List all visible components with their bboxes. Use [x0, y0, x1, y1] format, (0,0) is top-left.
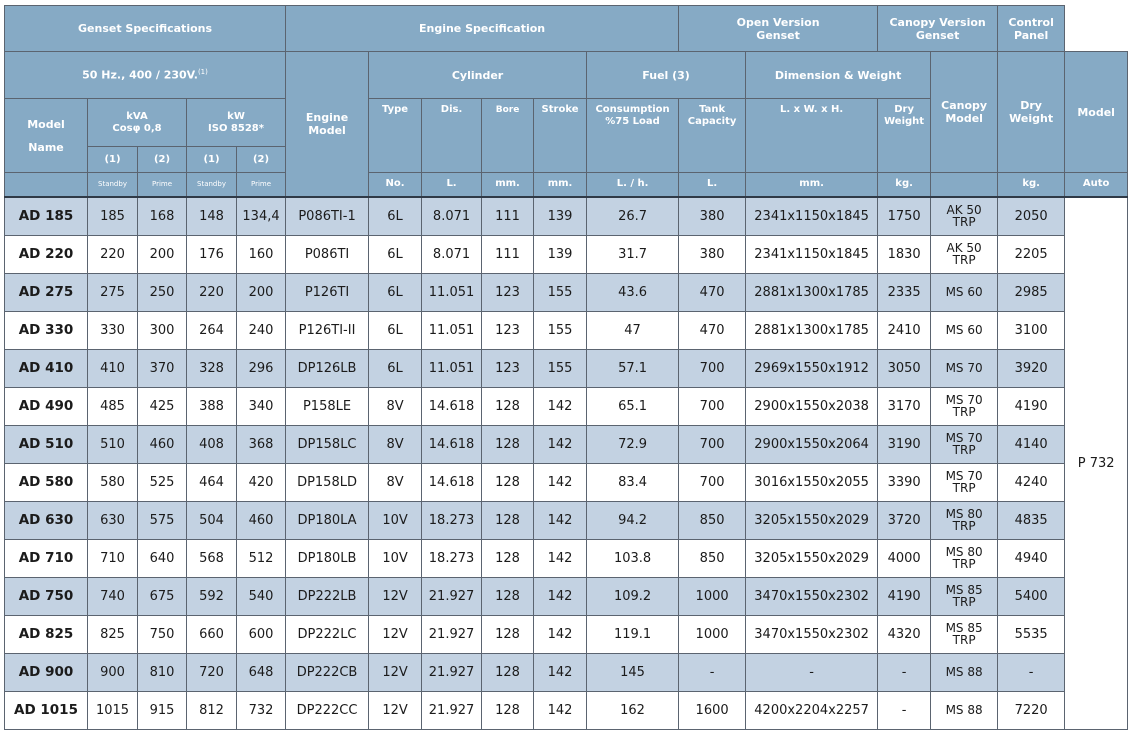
cell-stroke: 155: [534, 349, 587, 387]
cell-dimensions: 2341x1150x1845: [746, 235, 878, 273]
header-unit-no: No.: [369, 173, 422, 197]
cell-displacement: 8.071: [422, 197, 482, 236]
cell-kw-prime: 648: [237, 653, 286, 691]
header-unit-mm-dim: mm.: [746, 173, 878, 197]
cell-cylinder-type: 8V: [369, 387, 422, 425]
cell-displacement: 11.051: [422, 273, 482, 311]
cell-canopy-model: MS 80 TRP: [931, 501, 998, 539]
cell-dry-weight: 1750: [878, 197, 931, 236]
cell-fuel-consumption: 145: [587, 653, 679, 691]
cell-bore: 123: [482, 311, 534, 349]
cell-kva-prime: 250: [138, 273, 187, 311]
cell-dry-weight: 4320: [878, 615, 931, 653]
cell-kw-prime: 600: [237, 615, 286, 653]
cell-kw-prime: 340: [237, 387, 286, 425]
header-consumption: Consumption %75 Load: [587, 99, 679, 173]
header-panel-model: Model: [1065, 52, 1128, 173]
cell-cylinder-type: 12V: [369, 577, 422, 615]
cell-kw-prime: 240: [237, 311, 286, 349]
genset-spec-table: [4, 5, 1128, 730]
table-row: [5, 653, 1128, 691]
cell-cylinder-type: 8V: [369, 425, 422, 463]
cell-kw-standby: 408: [187, 425, 237, 463]
cell-model-name: AD 710: [5, 539, 88, 577]
frequency-voltage-text: 50 Hz., 400 / 230V.: [82, 68, 198, 82]
cell-kva-prime: 810: [138, 653, 187, 691]
header-bore: Bore: [482, 99, 534, 173]
cell-tank-capacity: 380: [679, 235, 746, 273]
cell-stroke: 155: [534, 311, 587, 349]
cell-canopy-model: MS 88: [931, 653, 998, 691]
header-standby-b: Standby: [187, 173, 237, 197]
table-row: [5, 463, 1128, 501]
cell-canopy-weight: 4140: [998, 425, 1065, 463]
cell-kw-standby: 660: [187, 615, 237, 653]
header-control-panel: Control Panel: [998, 6, 1065, 52]
table-row: [5, 197, 1128, 236]
cell-canopy-weight: 2050: [998, 197, 1065, 236]
cell-kw-standby: 504: [187, 501, 237, 539]
table-row: [5, 691, 1128, 729]
cell-fuel-consumption: 83.4: [587, 463, 679, 501]
cell-displacement: 21.927: [422, 615, 482, 653]
cell-bore: 123: [482, 273, 534, 311]
cell-bore: 128: [482, 425, 534, 463]
cell-bore: 128: [482, 653, 534, 691]
cell-tank-capacity: 700: [679, 425, 746, 463]
header-unit-lh: L. / h.: [587, 173, 679, 197]
cell-model-name: AD 330: [5, 311, 88, 349]
cell-bore: 111: [482, 235, 534, 273]
cell-kva-standby: 220: [88, 235, 138, 273]
cell-kw-standby: 328: [187, 349, 237, 387]
frequency-footnote: (1): [197, 68, 208, 77]
cell-kva-standby: 900: [88, 653, 138, 691]
cell-engine-model: P158LE: [286, 387, 369, 425]
table-row: [5, 273, 1128, 311]
cell-canopy-model: MS 80 TRP: [931, 539, 998, 577]
cell-engine-model: DP222LC: [286, 615, 369, 653]
cell-dimensions: 3016x1550x2055: [746, 463, 878, 501]
cell-canopy-model: MS 60: [931, 311, 998, 349]
cell-stroke: 142: [534, 425, 587, 463]
cell-kva-standby: 275: [88, 273, 138, 311]
cell-tank-capacity: 850: [679, 501, 746, 539]
cell-kva-prime: 640: [138, 539, 187, 577]
cell-engine-model: P126TI-II: [286, 311, 369, 349]
header-unit-kg-canopy: kg.: [998, 173, 1065, 197]
header-stroke: Stroke: [534, 99, 587, 173]
cell-canopy-weight: 5400: [998, 577, 1065, 615]
cell-engine-model: P086TI: [286, 235, 369, 273]
cell-engine-model: DP222CC: [286, 691, 369, 729]
cell-bore: 128: [482, 501, 534, 539]
table-row: [5, 577, 1128, 615]
cell-stroke: 142: [534, 501, 587, 539]
cell-stroke: 142: [534, 387, 587, 425]
cell-kw-standby: 148: [187, 197, 237, 236]
cell-canopy-weight: 3920: [998, 349, 1065, 387]
cell-model-name: AD 825: [5, 615, 88, 653]
cell-engine-model: P086TI-1: [286, 197, 369, 236]
header-name: Name: [28, 140, 64, 154]
header-tank-capacity: Tank Capacity: [679, 99, 746, 173]
cell-kw-standby: 264: [187, 311, 237, 349]
header-dis: Dis.: [422, 99, 482, 173]
cell-kva-prime: 168: [138, 197, 187, 236]
cell-bore: 128: [482, 615, 534, 653]
cell-stroke: 142: [534, 463, 587, 501]
cell-dimensions: 3205x1550x2029: [746, 539, 878, 577]
cell-dry-weight: 3050: [878, 349, 931, 387]
cell-kva-standby: 410: [88, 349, 138, 387]
cell-tank-capacity: 470: [679, 273, 746, 311]
cell-dry-weight: -: [878, 653, 931, 691]
cell-kw-standby: 568: [187, 539, 237, 577]
cell-model-name: AD 490: [5, 387, 88, 425]
header-model: Model: [27, 117, 65, 131]
cell-tank-capacity: 700: [679, 463, 746, 501]
cell-kw-standby: 720: [187, 653, 237, 691]
cell-kw-standby: 220: [187, 273, 237, 311]
cell-stroke: 142: [534, 539, 587, 577]
cell-canopy-weight: 4190: [998, 387, 1065, 425]
header-unit-tank-l: L.: [679, 173, 746, 197]
cell-dry-weight: 3190: [878, 425, 931, 463]
header-model-name: [5, 99, 88, 173]
cell-canopy-model: MS 70 TRP: [931, 387, 998, 425]
cell-dimensions: 2881x1300x1785: [746, 311, 878, 349]
cell-stroke: 155: [534, 273, 587, 311]
cell-canopy-model: AK 50 TRP: [931, 197, 998, 236]
cell-displacement: 18.273: [422, 501, 482, 539]
cell-bore: 128: [482, 691, 534, 729]
cell-fuel-consumption: 43.6: [587, 273, 679, 311]
cell-fuel-consumption: 103.8: [587, 539, 679, 577]
cell-tank-capacity: 1000: [679, 615, 746, 653]
cell-model-name: AD 1015: [5, 691, 88, 729]
cell-dry-weight: 3390: [878, 463, 931, 501]
cell-model-name: AD 900: [5, 653, 88, 691]
table-row: [5, 501, 1128, 539]
cell-dimensions: 3470x1550x2302: [746, 577, 878, 615]
header-frequency-voltage: [5, 52, 286, 99]
cell-canopy-weight: 4940: [998, 539, 1065, 577]
cell-dimensions: 2969x1550x1912: [746, 349, 878, 387]
cell-tank-capacity: -: [679, 653, 746, 691]
cell-kw-standby: 592: [187, 577, 237, 615]
cell-displacement: 18.273: [422, 539, 482, 577]
cell-model-name: AD 510: [5, 425, 88, 463]
cell-kva-standby: 485: [88, 387, 138, 425]
cell-canopy-model: MS 85 TRP: [931, 615, 998, 653]
cell-bore: 128: [482, 463, 534, 501]
cell-kw-standby: 388: [187, 387, 237, 425]
cell-kva-prime: 675: [138, 577, 187, 615]
header-standby-a: Standby: [88, 173, 138, 197]
cell-cylinder-type: 8V: [369, 463, 422, 501]
cell-cylinder-type: 10V: [369, 501, 422, 539]
cell-kva-standby: 1015: [88, 691, 138, 729]
cell-engine-model: DP126LB: [286, 349, 369, 387]
cell-dimensions: 3470x1550x2302: [746, 615, 878, 653]
cell-stroke: 142: [534, 691, 587, 729]
cell-bore: 128: [482, 577, 534, 615]
header-unit-mm-bore: mm.: [482, 173, 534, 197]
header-canopy-dry-weight: Dry Weight: [998, 52, 1065, 173]
cell-displacement: 14.618: [422, 425, 482, 463]
cell-kw-prime: 134,4: [237, 197, 286, 236]
cell-tank-capacity: 380: [679, 197, 746, 236]
cell-fuel-consumption: 26.7: [587, 197, 679, 236]
cell-kw-standby: 176: [187, 235, 237, 273]
cell-canopy-model: MS 60: [931, 273, 998, 311]
cell-kva-standby: 185: [88, 197, 138, 236]
header-dry-weight: Dry Weight: [878, 99, 931, 173]
header-col-2b: (2): [237, 147, 286, 173]
cell-canopy-model: MS 70: [931, 349, 998, 387]
cell-dry-weight: 3720: [878, 501, 931, 539]
table-row: [5, 349, 1128, 387]
header-col-1a: (1): [88, 147, 138, 173]
cell-bore: 123: [482, 349, 534, 387]
cell-engine-model: DP158LD: [286, 463, 369, 501]
cell-dimensions: 4200x2204x2257: [746, 691, 878, 729]
cell-stroke: 142: [534, 653, 587, 691]
cell-cylinder-type: 6L: [369, 311, 422, 349]
cell-tank-capacity: 1000: [679, 577, 746, 615]
cell-cylinder-type: 6L: [369, 235, 422, 273]
header-unit-mm-stroke: mm.: [534, 173, 587, 197]
cell-fuel-consumption: 94.2: [587, 501, 679, 539]
header-engine-model: Engine Model: [286, 52, 369, 197]
cell-cylinder-type: 12V: [369, 653, 422, 691]
cell-kva-prime: 425: [138, 387, 187, 425]
header-kw-label: kW: [227, 110, 245, 122]
cell-kva-standby: 825: [88, 615, 138, 653]
cell-model-name: AD 630: [5, 501, 88, 539]
cell-control-panel-model: P 732: [1065, 197, 1128, 730]
cell-kw-prime: 368: [237, 425, 286, 463]
cell-model-name: AD 410: [5, 349, 88, 387]
cell-kva-prime: 525: [138, 463, 187, 501]
cell-kw-standby: 812: [187, 691, 237, 729]
cell-kw-prime: 160: [237, 235, 286, 273]
header-cos: Cosφ 0,8: [112, 122, 162, 134]
table-row: [5, 615, 1128, 653]
cell-dry-weight: 2335: [878, 273, 931, 311]
cell-dimensions: 2881x1300x1785: [746, 273, 878, 311]
header-dimension-weight: Dimension & Weight: [746, 52, 931, 99]
cell-engine-model: DP222CB: [286, 653, 369, 691]
cell-engine-model: DP180LA: [286, 501, 369, 539]
cell-kw-prime: 460: [237, 501, 286, 539]
cell-canopy-model: MS 85 TRP: [931, 577, 998, 615]
cell-kva-prime: 370: [138, 349, 187, 387]
cell-canopy-weight: 5535: [998, 615, 1065, 653]
cell-model-name: AD 750: [5, 577, 88, 615]
header-engine-specification: Engine Specification: [286, 6, 679, 52]
cell-kva-prime: 300: [138, 311, 187, 349]
header-kva: [88, 99, 187, 147]
header-type: Type: [369, 99, 422, 173]
cell-stroke: 139: [534, 235, 587, 273]
cell-canopy-weight: 3100: [998, 311, 1065, 349]
cell-dry-weight: 4190: [878, 577, 931, 615]
cell-dimensions: 3205x1550x2029: [746, 501, 878, 539]
table-row: [5, 425, 1128, 463]
cell-kw-prime: 540: [237, 577, 286, 615]
table-row: [5, 235, 1128, 273]
header-fuel: Fuel (3): [587, 52, 746, 99]
cell-canopy-weight: 2205: [998, 235, 1065, 273]
cell-tank-capacity: 470: [679, 311, 746, 349]
header-open-version: Open Version Genset: [679, 6, 878, 52]
cell-model-name: AD 220: [5, 235, 88, 273]
cell-fuel-consumption: 57.1: [587, 349, 679, 387]
header-canopy-model-spacer: [931, 173, 998, 197]
cell-kw-standby: 464: [187, 463, 237, 501]
cell-dry-weight: -: [878, 691, 931, 729]
cell-dry-weight: 4000: [878, 539, 931, 577]
table-row: [5, 311, 1128, 349]
header-prime-a: Prime: [138, 173, 187, 197]
cell-kva-standby: 330: [88, 311, 138, 349]
cell-dry-weight: 2410: [878, 311, 931, 349]
cell-dimensions: 2900x1550x2064: [746, 425, 878, 463]
header-genset-specifications: Genset Specifications: [5, 6, 286, 52]
cell-kva-standby: 580: [88, 463, 138, 501]
cell-canopy-model: AK 50 TRP: [931, 235, 998, 273]
cell-dry-weight: 3170: [878, 387, 931, 425]
cell-kva-standby: 740: [88, 577, 138, 615]
cell-fuel-consumption: 119.1: [587, 615, 679, 653]
cell-kw-prime: 296: [237, 349, 286, 387]
cell-engine-model: DP158LC: [286, 425, 369, 463]
cell-stroke: 142: [534, 615, 587, 653]
cell-cylinder-type: 12V: [369, 691, 422, 729]
cell-displacement: 11.051: [422, 349, 482, 387]
header-kw: [187, 99, 286, 147]
cell-dimensions: 2341x1150x1845: [746, 197, 878, 236]
cell-tank-capacity: 1600: [679, 691, 746, 729]
cell-cylinder-type: 6L: [369, 273, 422, 311]
cell-kva-prime: 915: [138, 691, 187, 729]
header-col-1b: (1): [187, 147, 237, 173]
header-iso: ISO 8528*: [208, 122, 264, 134]
cell-bore: 111: [482, 197, 534, 236]
cell-canopy-model: MS 88: [931, 691, 998, 729]
cell-kva-standby: 710: [88, 539, 138, 577]
cell-bore: 128: [482, 539, 534, 577]
cell-tank-capacity: 700: [679, 387, 746, 425]
header-unit-l: L.: [422, 173, 482, 197]
cell-cylinder-type: 12V: [369, 615, 422, 653]
cell-dry-weight: 1830: [878, 235, 931, 273]
cell-fuel-consumption: 72.9: [587, 425, 679, 463]
cell-kva-prime: 200: [138, 235, 187, 273]
cell-kw-prime: 200: [237, 273, 286, 311]
cell-dimensions: 2900x1550x2038: [746, 387, 878, 425]
header-lwh: L. x W. x H.: [746, 99, 878, 173]
header-cylinder: Cylinder: [369, 52, 587, 99]
cell-kva-standby: 630: [88, 501, 138, 539]
header-kva-label: kVA: [126, 110, 148, 122]
cell-kva-standby: 510: [88, 425, 138, 463]
cell-cylinder-type: 6L: [369, 349, 422, 387]
cell-fuel-consumption: 109.2: [587, 577, 679, 615]
table-row: [5, 387, 1128, 425]
cell-kw-prime: 420: [237, 463, 286, 501]
cell-kva-prime: 575: [138, 501, 187, 539]
cell-canopy-weight: 2985: [998, 273, 1065, 311]
cell-displacement: 21.927: [422, 653, 482, 691]
cell-canopy-weight: -: [998, 653, 1065, 691]
cell-model-name: AD 185: [5, 197, 88, 236]
cell-displacement: 21.927: [422, 691, 482, 729]
cell-kw-prime: 732: [237, 691, 286, 729]
table-row: [5, 539, 1128, 577]
header-canopy-version: Canopy Version Genset: [878, 6, 998, 52]
cell-displacement: 14.618: [422, 387, 482, 425]
cell-canopy-model: MS 70 TRP: [931, 463, 998, 501]
cell-displacement: 8.071: [422, 235, 482, 273]
cell-displacement: 21.927: [422, 577, 482, 615]
cell-kw-prime: 512: [237, 539, 286, 577]
cell-kva-prime: 750: [138, 615, 187, 653]
cell-model-name: AD 580: [5, 463, 88, 501]
cell-engine-model: DP222LB: [286, 577, 369, 615]
cell-tank-capacity: 850: [679, 539, 746, 577]
cell-cylinder-type: 6L: [369, 197, 422, 236]
cell-displacement: 11.051: [422, 311, 482, 349]
cell-bore: 128: [482, 387, 534, 425]
cell-stroke: 142: [534, 577, 587, 615]
cell-stroke: 139: [534, 197, 587, 236]
header-canopy-model: Canopy Model: [931, 52, 998, 173]
cell-model-name: AD 275: [5, 273, 88, 311]
cell-fuel-consumption: 65.1: [587, 387, 679, 425]
cell-displacement: 14.618: [422, 463, 482, 501]
header-model-spacer: [5, 173, 88, 197]
cell-engine-model: P126TI: [286, 273, 369, 311]
header-unit-auto: Auto: [1065, 173, 1128, 197]
cell-fuel-consumption: 162: [587, 691, 679, 729]
cell-dimensions: -: [746, 653, 878, 691]
cell-canopy-weight: 7220: [998, 691, 1065, 729]
cell-canopy-weight: 4240: [998, 463, 1065, 501]
cell-engine-model: DP180LB: [286, 539, 369, 577]
cell-tank-capacity: 700: [679, 349, 746, 387]
header-unit-kg-open: kg.: [878, 173, 931, 197]
cell-canopy-model: MS 70 TRP: [931, 425, 998, 463]
cell-canopy-weight: 4835: [998, 501, 1065, 539]
header-prime-b: Prime: [237, 173, 286, 197]
cell-cylinder-type: 10V: [369, 539, 422, 577]
cell-fuel-consumption: 47: [587, 311, 679, 349]
cell-fuel-consumption: 31.7: [587, 235, 679, 273]
cell-kva-prime: 460: [138, 425, 187, 463]
header-col-2a: (2): [138, 147, 187, 173]
